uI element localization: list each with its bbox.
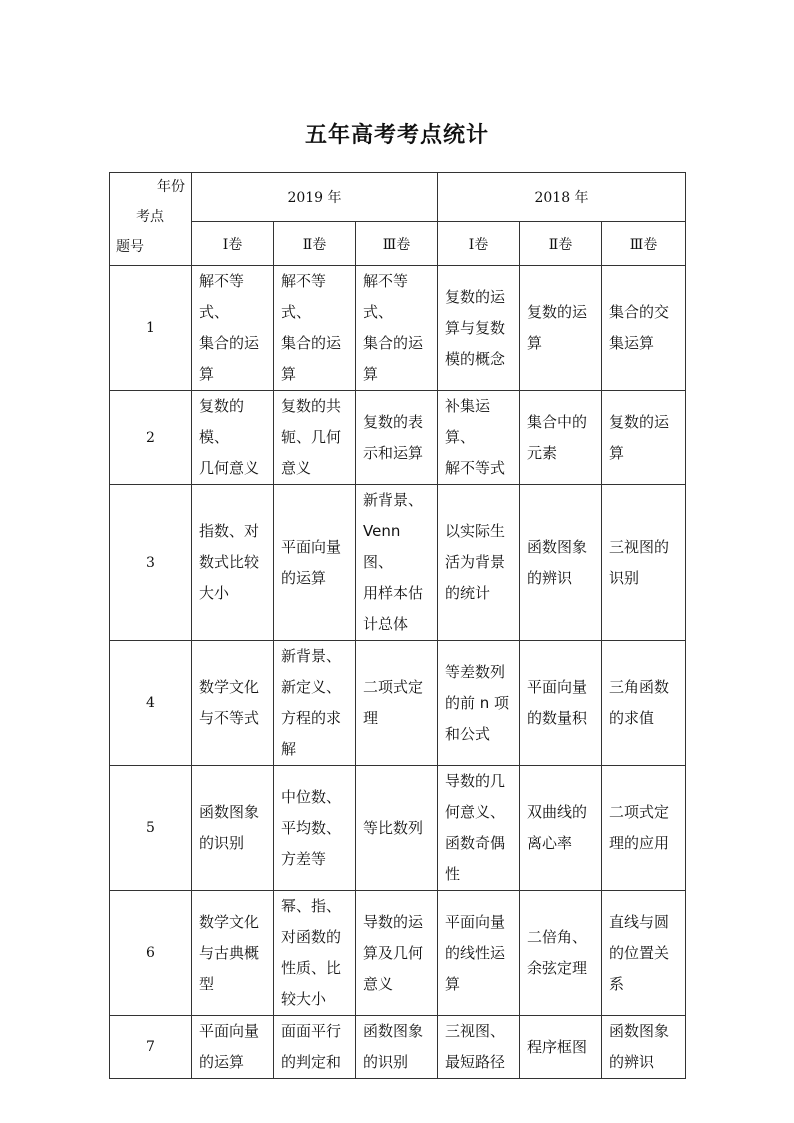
topic-cell: 程序框图 [520,1016,602,1079]
page-title: 五年高考考点统计 [304,122,489,148]
topic-cell: 导数的运 算及几何 意义 [356,891,438,1016]
table-row [110,485,686,641]
topic-cell: 平面向量 的运算 [192,1016,274,1079]
topic-cell: 直线与圆 的位置关 系 [602,891,686,1016]
topic-cell: 中位数、 平均数、 方差等 [274,766,356,891]
corner-point-label: 考点 [136,209,164,225]
header-row-years [110,173,686,222]
topic-cell: 函数图象 的识别 [356,1016,438,1079]
question-number: 2 [110,391,192,485]
table-row [110,391,686,485]
year-header-2018: 2018 年 [438,173,686,222]
topic-cell: 新背景、 Venn 图、 用样本估 计总体 [356,485,438,641]
corner-year-label: 年份 [157,179,185,195]
table-row [110,766,686,891]
topic-cell: 数学文化 与不等式 [192,641,274,766]
year-header-2019: 2019 年 [192,173,438,222]
topic-cell: 导数的几 何意义、 函数奇偶 性 [438,766,520,891]
table-row [110,1016,686,1079]
topic-cell: 复数的运 算 [520,266,602,391]
volume-header: Ⅲ卷 [602,222,686,266]
table-row [110,266,686,391]
topic-cell: 双曲线的 离心率 [520,766,602,891]
topic-cell: 解不等式、 集合的运 算 [356,266,438,391]
topic-cell: 函数图象 的辨识 [520,485,602,641]
corner-header-cell [110,173,192,266]
topic-cell: 二项式定 理的应用 [602,766,686,891]
question-number: 4 [110,641,192,766]
topic-cell: 补集运算、 解不等式 [438,391,520,485]
question-number: 3 [110,485,192,641]
topic-cell: 复数的模、 几何意义 [192,391,274,485]
topic-cell: 三角函数 的求值 [602,641,686,766]
topic-cell: 以实际生 活为背景 的统计 [438,485,520,641]
volume-header: Ⅱ卷 [520,222,602,266]
topic-cell: 函数图象 的辨识 [602,1016,686,1079]
volume-header: Ⅲ卷 [356,222,438,266]
table-row [110,641,686,766]
topic-cell: 解不等式、 集合的运 算 [192,266,274,391]
topic-cell: 三视图的 识别 [602,485,686,641]
question-number: 5 [110,766,192,891]
topic-cell: 等比数列 [356,766,438,891]
topic-cell: 平面向量 的线性运 算 [438,891,520,1016]
topic-cell: 幂、指、 对函数的 性质、比 较大小 [274,891,356,1016]
topic-cell: 解不等式、 集合的运 算 [274,266,356,391]
volume-header: Ⅱ卷 [274,222,356,266]
topic-cell: 集合中的 元素 [520,391,602,485]
topic-cell: 二项式定 理 [356,641,438,766]
topic-cell: 三视图、 最短路径 [438,1016,520,1079]
header-row-volumes [110,222,686,266]
corner-num-label: 题号 [116,239,144,255]
question-number: 6 [110,891,192,1016]
topic-cell: 等差数列 的前 n 项 和公式 [438,641,520,766]
question-number: 1 [110,266,192,391]
topic-cell: 集合的交 集运算 [602,266,686,391]
question-number: 7 [110,1016,192,1079]
topic-cell: 指数、对 数式比较 大小 [192,485,274,641]
topic-cell: 复数的运 算与复数 模的概念 [438,266,520,391]
topic-cell: 平面向量 的数量积 [520,641,602,766]
table-row [110,891,686,1016]
topic-cell: 面面平行 的判定和 [274,1016,356,1079]
topic-cell: 数学文化 与古典概 型 [192,891,274,1016]
topic-cell: 函数图象 的识别 [192,766,274,891]
topic-cell: 复数的表 示和运算 [356,391,438,485]
volume-header: Ⅰ卷 [192,222,274,266]
exam-stats-table [109,172,686,1079]
volume-header: Ⅰ卷 [438,222,520,266]
topic-cell: 复数的共 轭、几何 意义 [274,391,356,485]
topic-cell: 平面向量 的运算 [274,485,356,641]
topic-cell: 新背景、 新定义、 方程的求 解 [274,641,356,766]
topic-cell: 二倍角、 余弦定理 [520,891,602,1016]
topic-cell: 复数的运 算 [602,391,686,485]
